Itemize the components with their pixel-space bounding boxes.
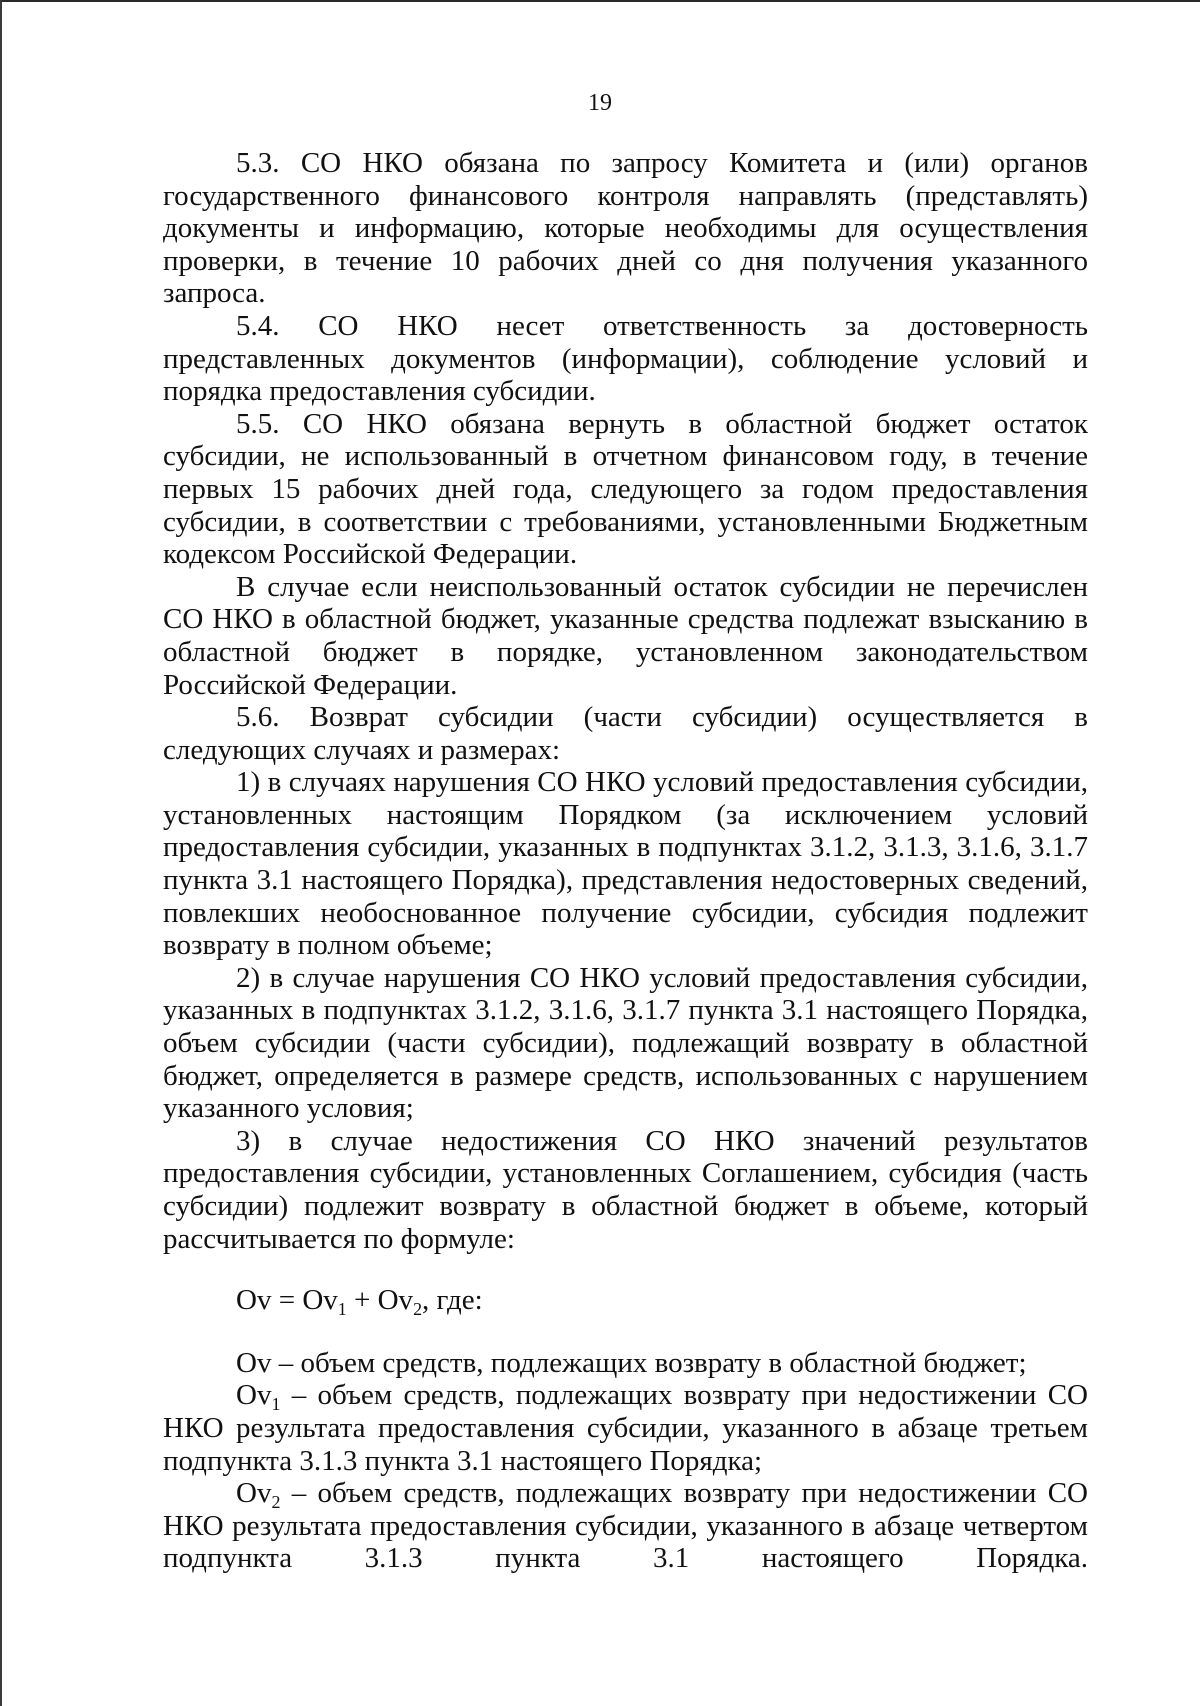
formula-plus: +: [346, 1284, 378, 1317]
formula-tail: , где:: [422, 1284, 483, 1317]
definition-ov1-text: – объем средств, подлежащих возврату при недостижении СО НКО результата предоставления субсидии, указанного в абзаце третьем подпункта 3.1.3 пункта 3.1 настоящего Порядка;: [163, 1379, 1088, 1477]
definition-ov1-term: Ov: [236, 1379, 272, 1412]
definition-ov: Ov – объем средств, подлежащих возврату в областной бюджет;: [236, 1346, 1027, 1379]
page-number: 19: [588, 90, 612, 116]
paragraph-5-3: 5.3. СО НКО обязана по запросу Комитета и (или) органов государственного финансового контроля направлять (представлять) документы и информацию, которые необходимы для осуществления проверки, в течение 10 рабочих дней со дня получения указанного запроса.: [163, 147, 1088, 310]
definition-ov2-text: – объем средств, подлежащих возврату при недостижении СО НКО результата предоставления субсидии, указанного в абзаце четвертом подпункта 3.1.3 пункта 3.1 настоящего Порядка.: [163, 1477, 1088, 1575]
paragraph-5-4: 5.4. СО НКО несет ответственность за достоверность представленных документов (информации), соблюдение условий и порядка предоставления субсидии.: [163, 309, 1088, 408]
definition-ov2-subscript: 2: [271, 1491, 281, 1512]
paragraph-case-1: 1) в случаях нарушения СО НКО условий предоставления субсидии, установленных настоящим Порядком (за исключением условий предоставления субсидии, указанных в подпунктах 3.1.2, 3.1.3, 3.1.6, 3.1.7 пункта 3.1 настоящего Порядка), представления недостоверных сведений, повлекших необоснованное получение субсидии, субсидия подлежит возврату в полном объеме;: [163, 766, 1088, 962]
paragraph-case-2: 2) в случае нарушения СО НКО условий предоставления субсидии, указанных в подпунктах 3.1.2, 3.1.6, 3.1.7 пункта 3.1 настоящего Порядка, объем субсидии (части субсидии), подлежащий возврату в областной бюджет, определяется в размере средств, использованных с нарушением указанного условия;: [163, 961, 1088, 1125]
definition-ov1-subscript: 1: [271, 1393, 281, 1414]
formula-subscript-1: 1: [337, 1298, 347, 1319]
scan-left-edge: [0, 0, 2, 1706]
document-body: [163, 147, 1088, 1575]
definition-ov2: [163, 1477, 1088, 1575]
formula-term-1: Ov: [302, 1284, 338, 1317]
definition-ov2-term: Ov: [236, 1477, 272, 1510]
formula-equals: =: [271, 1284, 303, 1317]
definition-ov1: [163, 1379, 1088, 1477]
return-volume-formula: [163, 1284, 1088, 1317]
formula-term-2: Ov: [377, 1284, 414, 1317]
paragraph-unspent-balance: В случае если неиспользованный остаток субсидии не перечислен СО НКО в областной бюджет, указанные средства подлежат взысканию в областной бюджет в порядке, установленном законодательством Российской Федерации.: [163, 570, 1088, 701]
paragraph-5-6: 5.6. Возврат субсидии (части субсидии) осуществляется в следующих случаях и размерах:: [163, 701, 1088, 766]
formula-subscript-2: 2: [413, 1298, 423, 1319]
scan-top-edge: [0, 0, 1200, 2]
formula-lhs: Ov: [236, 1284, 272, 1317]
paragraph-case-3: 3) в случае недостижения СО НКО значений результатов предоставления субсидии, установленных Соглашением, субсидия (часть субсидии) подлежит возврату в областной бюджет в объеме, который рассчитывается по формуле:: [163, 1124, 1088, 1255]
paragraph-5-5: 5.5. СО НКО обязана вернуть в областной бюджет остаток субсидии, не использованный в отчетном финансовом году, в течение первых 15 рабочих дней года, следующего за годом предоставления субсидии, в соответствии с требованиями, установленными Бюджетным кодексом Российской Федерации.: [163, 407, 1088, 571]
